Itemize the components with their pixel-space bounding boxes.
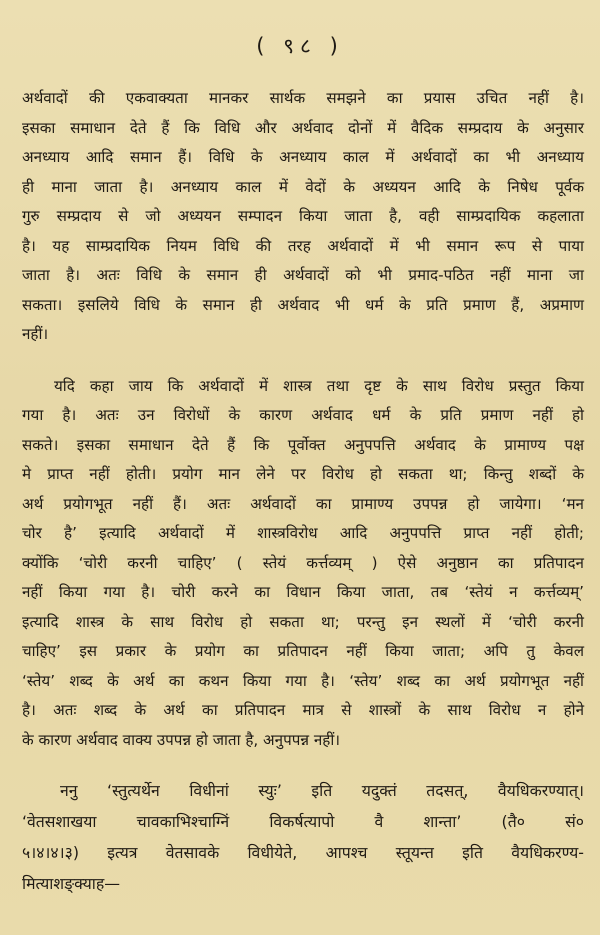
- text-line: के कारण अर्थवाद वाक्य उपपन्न हो जाता है, अनुपपन्न नहीं।: [22, 730, 341, 749]
- text-line: नहीं।: [22, 325, 49, 343]
- text-line: ‘वेतसशाखया चावकाभिश्चाग्निं विकर्षत्यापो वै शान्ता’ (तै० सं०: [22, 812, 584, 831]
- page-number: ( ९८ ): [256, 34, 344, 58]
- text-line: गुरु सम्प्रदाय से जो अध्ययन सम्पादन किया जाता है, वही साम्प्रदायिक कहलाता: [22, 207, 584, 225]
- text-line: सकता। इसलिये विधि के समान ही अर्थवाद भी धर्म के प्रति प्रमाण हैं, अप्रमाण: [22, 295, 584, 314]
- text-line: क्योंकि ‘चोरी करनी चाहिए’ ( स्तेयं कर्त्तव्यम् ) ऐसे अनुष्ठान का प्रतिपादन: [22, 553, 584, 572]
- text-line: इत्यादि शास्त्र के साथ विरोध हो सकता था; परन्तु इन स्थलों में ‘चोरी करनी: [22, 612, 584, 631]
- text-line: मित्याशङ्क्याह—: [22, 874, 121, 893]
- text-line: अर्थवादों की एकवाक्यता मानकर सार्थक समझने का प्रयास उचित नहीं है।: [22, 89, 584, 107]
- paragraph-2: [22, 372, 584, 756]
- text-line: चाहिए’ इस प्रकार के प्रयोग का प्रतिपादन नहीं किया जाता; अपि तु केवल: [22, 642, 584, 660]
- text-line: इसका समाधान देते हैं कि विधि और अर्थवाद दोनों में वैदिक सम्प्रदाय के अनुसार: [22, 118, 584, 137]
- text-line: ‘स्तेय’ शब्द के अर्थ का कथन किया गया है। ‘स्तेय’ शब्द का अर्थ प्रयोगभूत नहीं: [22, 671, 584, 690]
- text-line: अनध्याय आदि समान हैं। विधि के अनध्याय काल में अर्थवादों का भी अनध्याय: [22, 148, 584, 166]
- text-line: सकते। इसका समाधान देते हैं कि पूर्वोक्त अनुपपत्ति अर्थवाद के प्रामाण्य पक्ष: [22, 435, 584, 454]
- text-line: है। यह साम्प्रदायिक नियम विधि की तरह अर्थवादों में भी समान रूप से पाया: [22, 236, 584, 255]
- text-line: गया है। अतः उन विरोधों के कारण अर्थवाद धर्म के प्रति प्रमाण नहीं हो: [22, 406, 584, 424]
- paragraph-1: [22, 84, 584, 350]
- text-line: ५।४।४।३) इत्यत्र वेतसावके विधीयेते, आपश्च स्तूयन्त इति वैयधिकरण्य-: [22, 843, 584, 862]
- text-line: अर्थ प्रयोगभूत नहीं हैं। अतः अर्थवादों का प्रामाण्य उपपन्न हो जायेगा। ‘मन: [22, 494, 584, 513]
- text-line: है। अतः शब्द के अर्थ का प्रतिपादन मात्र से शास्त्रों के साथ विरोध न होने: [22, 701, 584, 719]
- text-line: ननु ‘स्तुत्यर्थेन विधीनां स्युः’ इति यदुक्तं तदसत्, वैयधिकरण्यात्।: [60, 781, 584, 800]
- paragraph-3: [22, 775, 584, 899]
- text-line: यदि कहा जाय कि अर्थवादों में शास्त्र तथा दृष्ट के साथ विरोध प्रस्तुत किया: [54, 376, 584, 395]
- text-line: नहीं किया गया है। चोरी करने का विधान किया जाता, तब ‘स्तेयं न कर्त्तव्यम्’: [22, 583, 584, 601]
- text-line: जाता है। अतः विधि के समान ही अर्थवादों को भी प्रमाद-पठित नहीं माना जा: [22, 266, 584, 284]
- text-line: मे प्राप्त नहीं होती। प्रयोग मान लेने पर विरोध हो सकता था; किन्तु शब्दों के: [22, 465, 584, 483]
- text-line: ही माना जाता है। अनध्याय काल में वेदों के अध्ययन आदि के निषेध पूर्वक: [22, 177, 584, 196]
- page-body: [22, 84, 584, 899]
- text-line: चोर है’ इत्यादि अर्थवादों में शास्त्रविरोध आदि अनुपपत्ति प्राप्त नहीं होती;: [22, 524, 584, 542]
